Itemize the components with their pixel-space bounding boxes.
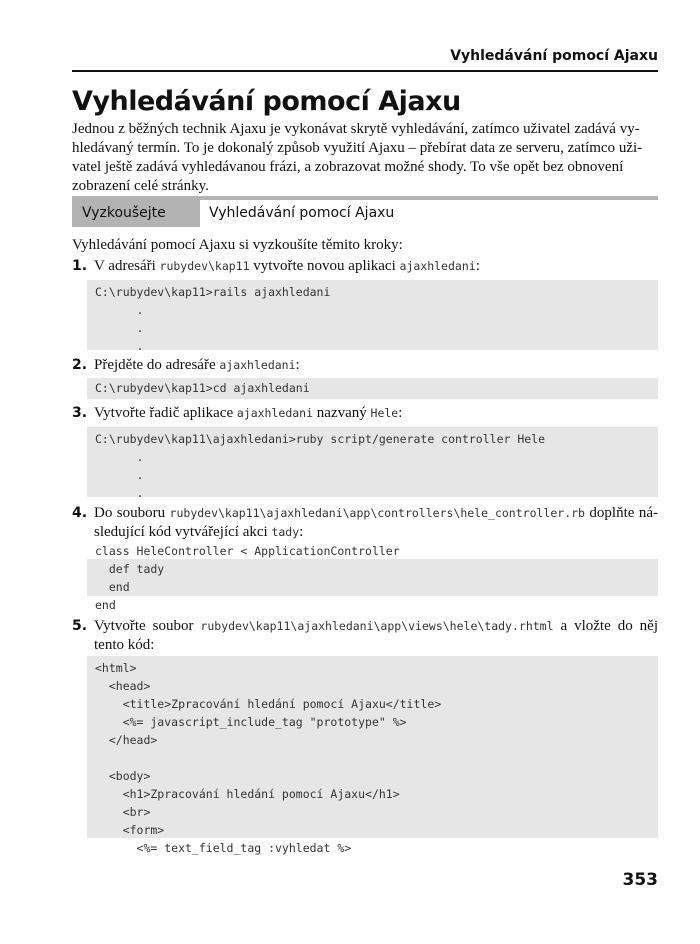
inline-code: rubydev\kap11\ajaxhledani\app\controllers\hele_controller.rb: [169, 506, 585, 520]
tryit-title: Vyhledávání pomocí Ajaxu: [209, 205, 395, 221]
text: Do souboru: [94, 505, 170, 521]
page-number: 353: [622, 870, 658, 890]
step-number: 4.: [72, 505, 88, 521]
step-3-text: [94, 404, 658, 423]
code-block: <html> <head> <title>Zpracování hledání pomocí Ajaxu</title> <%= javascript_include_tag "prototype" %> </head> <body> <h1>Zpracování hledání pomocí Ajaxu</h1> <br> <form> <%= text_field_tag :vyhledat %>: [87, 656, 658, 838]
text: doplňte ná-: [584, 505, 658, 521]
inline-code: ajaxhledani: [399, 259, 476, 273]
running-header: Vyhledávání pomocí Ajaxu: [450, 48, 658, 64]
text: tento kód:: [94, 637, 155, 653]
text: a vložte do něj: [553, 618, 658, 634]
steps-intro: Vyhledávání pomocí Ajaxu si vyzkoušíte těmito kroky:: [72, 237, 403, 253]
inline-code: Hele: [370, 406, 399, 420]
text: nazvaný: [313, 405, 371, 421]
text: V adresáři: [94, 258, 160, 274]
text: Vytvořte řadič aplikace: [94, 405, 237, 421]
page-title: Vyhledávání pomocí Ajaxu: [72, 86, 461, 117]
step-number: 5.: [72, 618, 88, 634]
text: :: [299, 524, 304, 540]
step-number: 3.: [72, 405, 88, 421]
text: Přejděte do adresáře: [94, 357, 220, 373]
tryit-label: Vyzkoušejte: [72, 200, 200, 227]
header-rule: [72, 70, 658, 72]
code-line: end: [95, 598, 116, 612]
step-number: 1.: [72, 258, 88, 274]
text: vytvořte novou aplikaci: [249, 258, 400, 274]
paragraph-line: hledávaný termín. To je dokonalý způsob využití Ajaxu – přebírat data ze serveru, zatímco uži-: [72, 140, 643, 156]
text: :: [475, 258, 480, 274]
intro-paragraph: [72, 120, 658, 196]
paragraph-line: zobrazení celé stránky.: [72, 178, 209, 194]
code-block: def tady end: [87, 559, 658, 596]
inline-code: ajaxhledani: [219, 358, 296, 372]
paragraph-line: Jednou z běžných technik Ajaxu je vykonávat skrytě vyhledávání, zatímco uživatel zadává vy-: [72, 121, 640, 137]
text: Vytvořte soubor: [94, 618, 201, 634]
code-line: class HeleController < ApplicationController: [95, 544, 400, 558]
text: :: [295, 357, 300, 373]
text: sledující kód vytvářející akci: [94, 524, 272, 540]
paragraph-line: vatel ještě zadává vyhledávanou frázi, a zobrazovat možné shody. To vše opět bez obnovení: [72, 159, 624, 175]
code-block: C:\rubydev\kap11\ajaxhledani>ruby script/generate controller Hele . . .: [87, 427, 658, 497]
code-block: C:\rubydev\kap11>rails ajaxhledani . . .: [87, 280, 658, 350]
text: :: [398, 405, 403, 421]
inline-code: ajaxhledani: [236, 406, 314, 420]
step-5-text: [94, 617, 658, 655]
code-block: C:\rubydev\kap11>cd ajaxhledani: [87, 378, 658, 399]
step-number: 2.: [72, 357, 88, 373]
step-4-text: [94, 504, 658, 542]
step-1-text: [94, 257, 658, 276]
inline-code: rubydev\kap11: [159, 259, 250, 273]
inline-code: rubydev\kap11\ajaxhledani\app\views\hele\tady.rhtml: [200, 619, 554, 633]
step-2-text: [94, 356, 658, 375]
inline-code: tady: [271, 525, 300, 539]
